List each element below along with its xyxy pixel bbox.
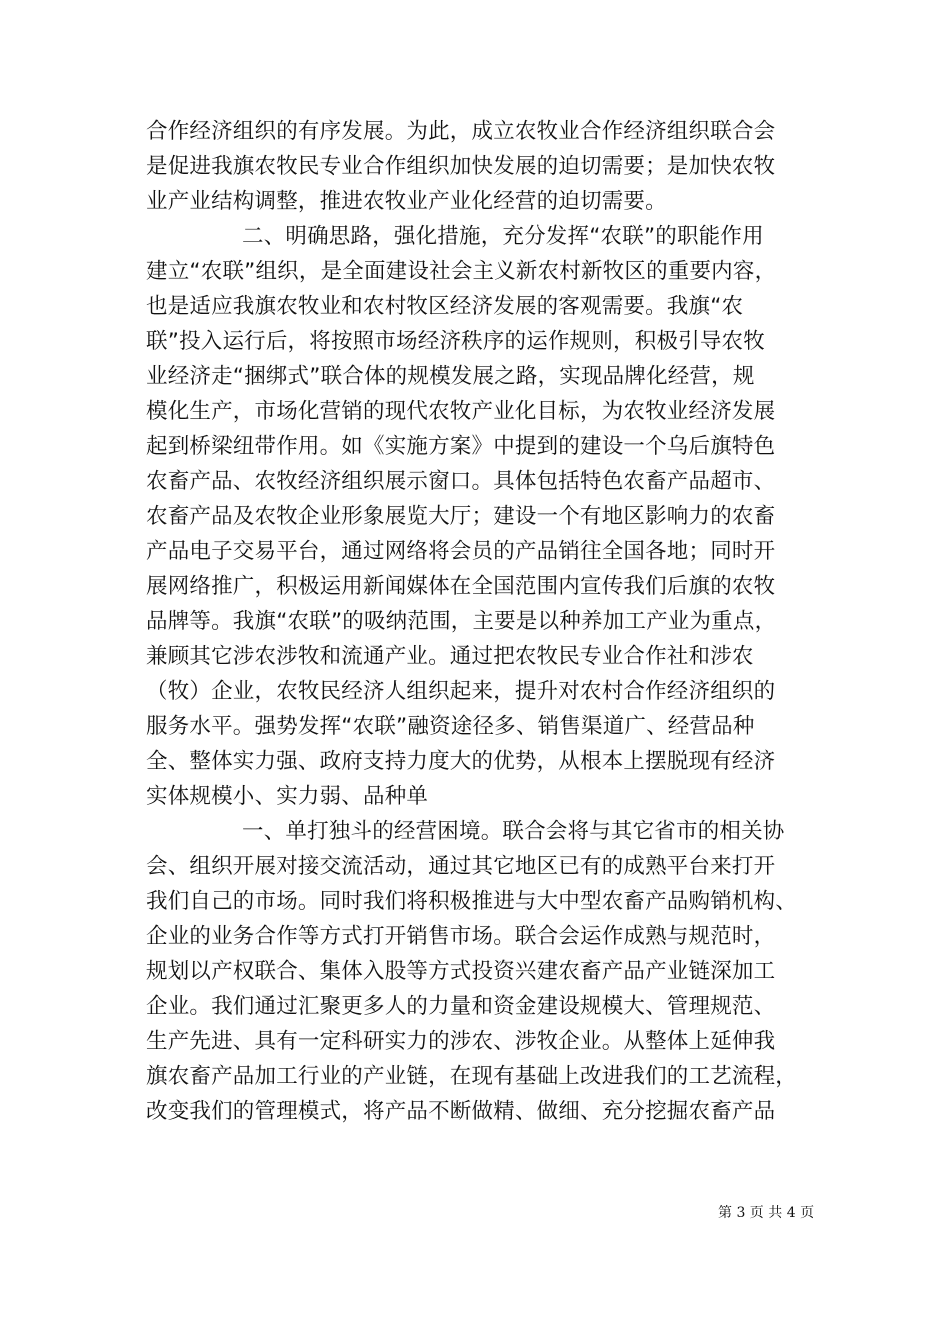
document-body	[146, 114, 810, 1129]
text-line: 农畜产品、农牧经济组织展示窗口。具体包括特色农畜产品超市、	[146, 469, 776, 494]
text-line: （牧）企业，农牧民经济人组织起来，提升对农村合作经济组织的	[146, 679, 776, 704]
section-heading: 二、明确思路，强化措施，充分发挥“农联”的职能作用	[242, 224, 764, 249]
text-line: 农畜产品及农牧企业形象展览大厅；建设一个有地区影响力的农畜	[146, 504, 776, 529]
text-line: 联”投入运行后，将按照市场经济秩序的运作规则，积极引导农牧	[146, 329, 765, 354]
text-line: 展网络推广，积极运用新闻媒体在全国范围内宣传我们后旗的农牧	[146, 574, 776, 599]
text-line: 业产业结构调整，推进农牧业产业化经营的迫切需要。	[146, 189, 667, 214]
text-line: 企业。我们通过汇聚更多人的力量和资金建设规模大、管理规范、	[146, 994, 776, 1019]
text-line: 模化生产，市场化营销的现代农牧产业化目标，为农牧业经济发展	[146, 399, 776, 424]
text-line: 旗农畜产品加工行业的产业链，在现有基础上改进我们的工艺流程，	[146, 1064, 798, 1089]
text-line: 企业的业务合作等方式打开销售市场。联合会运作成熟与规范时，	[146, 924, 776, 949]
text-line: 起到桥梁纽带作用。如《实施方案》中提到的建设一个乌后旗特色	[146, 434, 776, 459]
text-line: 合作经济组织的有序发展。为此，成立农牧业合作经济组织联合会	[146, 119, 776, 144]
text-line: 生产先进、具有一定科研实力的涉农、涉牧企业。从整体上延伸我	[146, 1029, 776, 1054]
text-line: 我们自己的市场。同时我们将积极推进与大中型农畜产品购销机构、	[146, 889, 798, 914]
text-line: 兼顾其它涉农涉牧和流通产业。通过把农牧民专业合作社和涉农	[146, 644, 754, 669]
text-line: 业经济走“捆绑式”联合体的规模发展之路，实现品牌化经营，规	[146, 364, 755, 389]
text-line: 品牌等。我旗“农联”的吸纳范围，主要是以种养加工产业为重点，	[146, 609, 777, 634]
text-line: 实体规模小、实力弱、品种单	[146, 784, 429, 809]
text-line: 改变我们的管理模式，将产品不断做精、做细、充分挖掘农畜产品	[146, 1099, 776, 1124]
text-line: 是促进我旗农牧民专业合作组织加快发展的迫切需要；是加快农牧	[146, 154, 776, 179]
text-line: 会、组织开展对接交流活动，通过其它地区已有的成熟平台来打开	[146, 854, 776, 879]
text-line: 规划以产权联合、集体入股等方式投资兴建农畜产品产业链深加工	[146, 959, 776, 984]
section-heading: 一、单打独斗的经营困境。联合会将与其它省市的相关协	[242, 819, 785, 844]
text-line: 产品电子交易平台，通过网络将会员的产品销往全国各地；同时开	[146, 539, 776, 564]
text-line: 也是适应我旗农牧业和农村牧区经济发展的客观需要。我旗“农	[146, 294, 744, 319]
text-line: 服务水平。强势发挥“农联”融资途径多、销售渠道广、经营品种	[146, 714, 755, 739]
text-line: 建立“农联”组织，是全面建设社会主义新农村新牧区的重要内容，	[146, 259, 777, 284]
page-number: 第 3 页 共 4 页	[718, 1205, 815, 1221]
text-line: 全、整体实力强、政府支持力度大的优势，从根本上摆脱现有经济	[146, 749, 776, 774]
